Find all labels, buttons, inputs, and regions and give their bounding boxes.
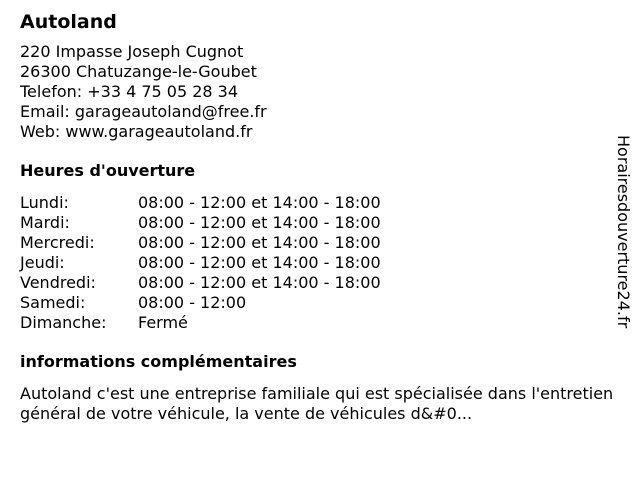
info-heading: informations complémentaires [20, 352, 297, 371]
address-city: 26300 Chatuzange-le-Goubet [20, 62, 257, 81]
day-label: Mardi: [20, 213, 70, 232]
business-description: Autoland c'est une entreprise familiale qui est spécialisée dans l'entretien général de votre véhicule, la vente de véhicules d&#0... [20, 384, 614, 423]
address-street: 220 Impasse Joseph Cugnot [20, 42, 244, 61]
business-card [20, 10, 614, 424]
hours-row [20, 313, 381, 333]
hours-row [20, 273, 381, 293]
day-hours: 08:00 - 12:00 et 14:00 - 18:00 [138, 233, 381, 252]
business-name: Autoland [20, 11, 117, 33]
hours-row [20, 253, 381, 273]
hours-row [20, 293, 381, 313]
day-hours: 08:00 - 12:00 et 14:00 - 18:00 [138, 253, 381, 272]
day-hours: 08:00 - 12:00 [138, 293, 247, 312]
day-hours: 08:00 - 12:00 et 14:00 - 18:00 [138, 273, 381, 292]
email-line: Email: garageautoland@free.fr [20, 102, 267, 121]
day-hours: 08:00 - 12:00 et 14:00 - 18:00 [138, 193, 381, 212]
day-hours: 08:00 - 12:00 et 14:00 - 18:00 [138, 213, 381, 232]
hours-row [20, 213, 381, 233]
hours-table [20, 193, 381, 333]
day-label: Dimanche: [20, 313, 107, 332]
day-label: Lundi: [20, 193, 69, 212]
phone-line: Telefon: +33 4 75 05 28 34 [20, 82, 239, 101]
web-line: Web: www.garageautoland.fr [20, 122, 253, 141]
hours-row [20, 233, 381, 253]
hours-heading: Heures d'ouverture [20, 161, 196, 180]
day-label: Samedi: [20, 293, 86, 312]
hours-row [20, 193, 381, 213]
day-label: Jeudi: [20, 253, 65, 272]
day-label: Mercredi: [20, 233, 95, 252]
day-hours: Fermé [138, 313, 188, 332]
day-label: Vendredi: [20, 273, 96, 292]
site-watermark: Horairesdouverture24.fr [614, 135, 633, 329]
